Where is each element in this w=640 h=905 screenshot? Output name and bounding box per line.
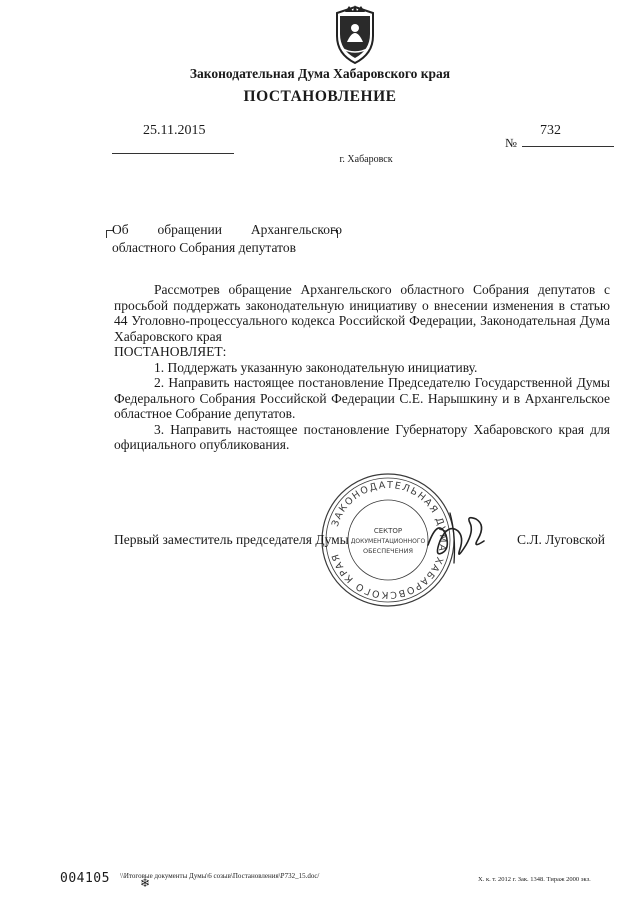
footer-file-path: \\Итоговые документы Думы\6 созыв\Постановления\P732_15.doc/ bbox=[120, 872, 320, 880]
subject-word: Об bbox=[112, 222, 129, 237]
signatory-name: С.Л. Луговской bbox=[517, 532, 605, 547]
number-sign: № bbox=[505, 136, 517, 150]
city-name: г. Хабаровск bbox=[339, 154, 393, 165]
star-icon: ❄ bbox=[140, 876, 151, 890]
stamp-center-line: СЕКТОР bbox=[373, 527, 403, 535]
document-date: 25.11.2015 bbox=[143, 123, 206, 138]
signatory-position: Первый заместитель председателя Думы bbox=[114, 532, 349, 547]
subject-word: Архангельского bbox=[250, 222, 342, 237]
footer-print-info: Х. к. т. 2012 г. Зак. 1348. Тираж 2000 экз. bbox=[478, 876, 591, 883]
coat-of-arms-icon bbox=[327, 4, 383, 66]
stamp-ring-text: ЗАКОНОДАТЕЛЬНАЯ ДУМА ХАБАРОВСКОГО КРАЯ bbox=[329, 479, 449, 601]
document-body bbox=[114, 282, 610, 453]
handwritten-signature bbox=[420, 505, 495, 570]
item-3: 3. Направить настоящее постановление Губернатору Хабаровского края для официального опубликования. bbox=[114, 421, 610, 452]
number-underline bbox=[522, 146, 614, 147]
item-1: 1. Поддержать указанную законодательную инициативу. bbox=[154, 359, 478, 375]
footer-document-number: 004105 bbox=[60, 871, 110, 886]
decree-word: ПОСТАНОВЛЯЕТ: bbox=[114, 344, 227, 359]
document-subject bbox=[112, 221, 342, 257]
document-type-title: ПОСТАНОВЛЕНИЕ bbox=[243, 88, 397, 105]
organization-name: Законодательная Дума Хабаровского края bbox=[189, 66, 451, 81]
stamp-center-line: ДОКУМЕНТАЦИОННОГО bbox=[350, 538, 426, 545]
stamp-center-line: ОБЕСПЕЧЕНИЯ bbox=[362, 547, 414, 555]
document-number: 732 bbox=[540, 123, 561, 138]
subject-word: обращении bbox=[157, 222, 222, 237]
subject-line-2: областного Собрания депутатов bbox=[112, 240, 296, 255]
intro-paragraph: Рассмотрев обращение Архангельского областного Собрания депутатов с просьбой поддержать законодательную инициативу о внесении изменения в статью 44 Уголовно-процессуального кодекса Российской Федерации, Законодательная Дума Хабаровского края bbox=[114, 282, 610, 344]
item-2: 2. Направить настоящее постановление Председателю Государственной Думы Федерального Собрания Российской Федерации С.Е. Нарышкину и в Архангельское областное Собрание депутатов. bbox=[114, 375, 610, 421]
